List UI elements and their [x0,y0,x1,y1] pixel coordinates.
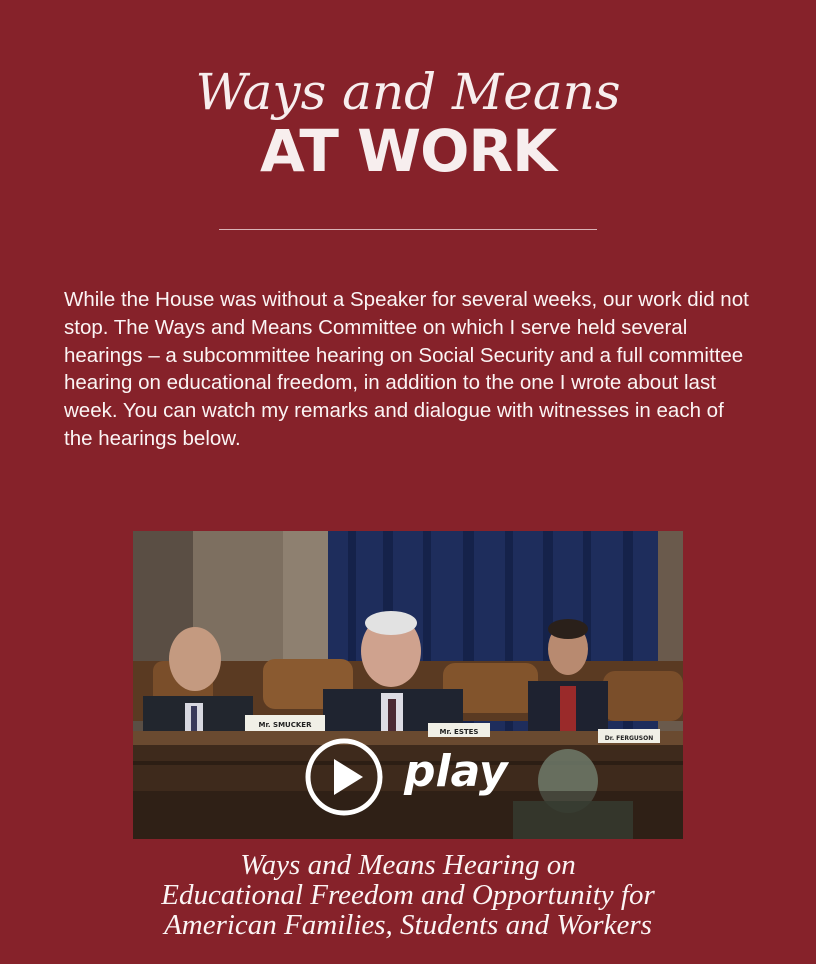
nameplate-ferguson: Dr. FERGUSON [604,735,654,742]
video-caption[interactable] [100,850,716,940]
caption-line: Educational Freedom and Opportunity for [161,879,655,911]
caption-line: American Families, Students and Workers [164,909,652,941]
nameplate-estes: Mr. ESTES [439,728,479,736]
intro-paragraph: While the House was without a Speaker for several weeks, our work did not stop. The Ways and Means Committee on which I serve held several hearings – a subcommittee hearing on Social Security and a full committee hearing on educational freedom, in addition to the one I wrote about last week. You can watch my remarks and dialogue with witnesses in each of the hearings below. [64,288,749,450]
play-icon [303,736,385,818]
nameplate-smucker: Mr. SMUCKER [258,721,312,729]
section-title-bold: AT WORK [259,117,557,185]
play-overlay[interactable] [303,736,523,818]
caption-line: Ways and Means Hearing on [240,849,576,881]
play-label: play [404,746,508,797]
section-title-script: Ways and Means [195,63,621,121]
title-divider [219,229,597,230]
hearing-video-thumbnail[interactable] [133,531,683,839]
